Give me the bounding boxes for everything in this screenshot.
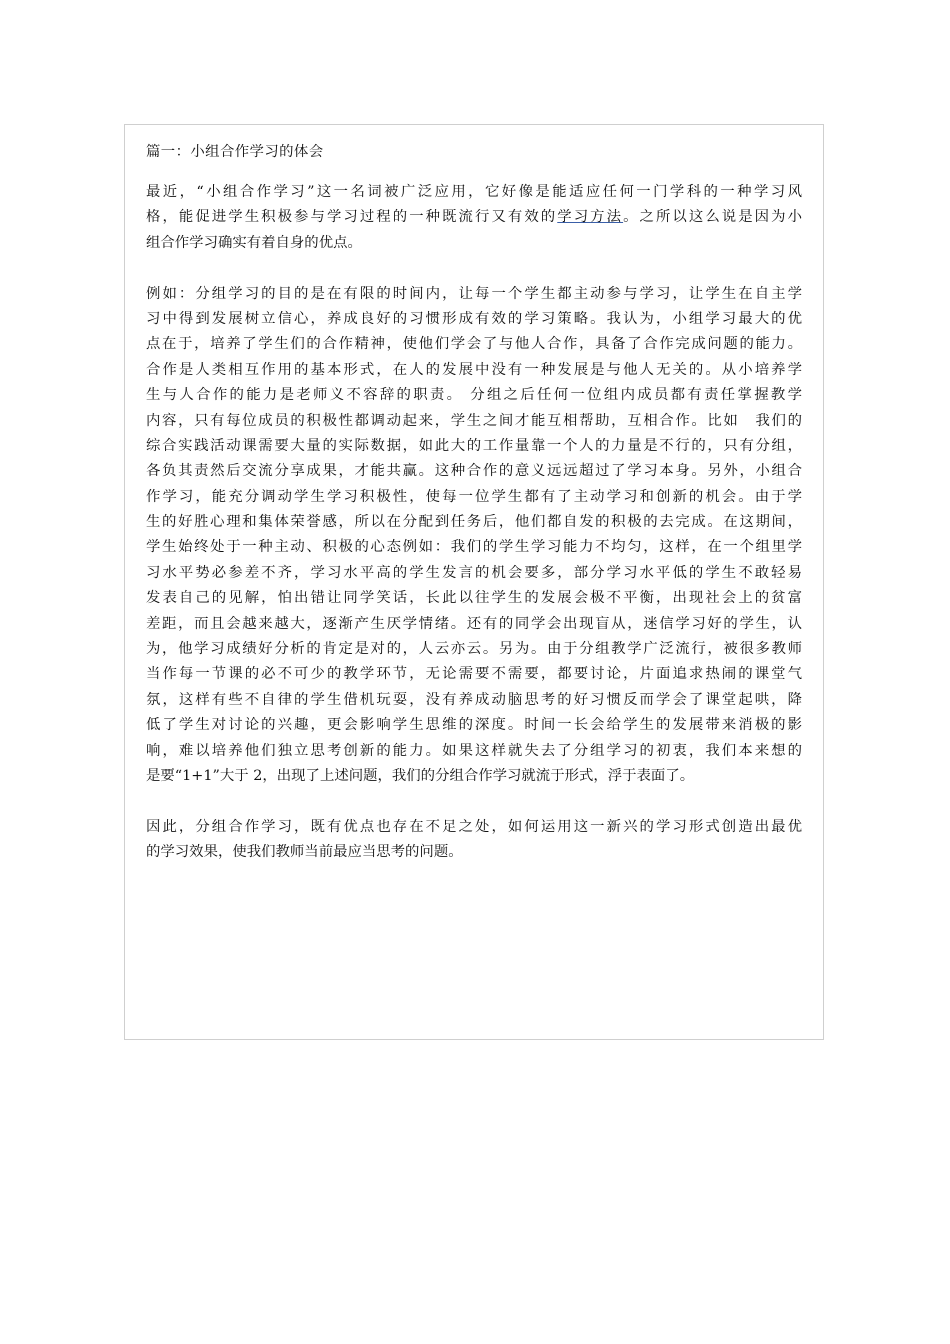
paragraph-line: 最近，“小组合作学习”这一名词被广泛应用，它好像是能适应任何一门学科的一种学习风 xyxy=(146,184,802,200)
paragraph-line: 生的好胜心理和集体荣誉感，所以在分配到任务后，他们都自发的积极的去完成。在这期间， xyxy=(146,514,802,531)
text-segment: 格，能促进学生积极参与学习过程的一种既流行又有效的 xyxy=(146,209,558,226)
paragraph-line: 的学习效果，使我们教师当前最应当思考的问题。 xyxy=(146,844,463,861)
paragraph-intro xyxy=(146,180,802,256)
paragraph-line: 响，难以培养他们独立思考创新的能力。如果这样就失去了分组学习的初衷，我们本来想的 xyxy=(146,742,802,759)
document-title: 篇一：小组合作学习的体会 xyxy=(146,144,324,160)
paragraph-body xyxy=(146,282,802,790)
paragraph-line: 是要“1+1”大于 2，出现了上述问题，我们的分组合作学习就流于形式，浮于表面了。 xyxy=(146,767,695,784)
paragraph-conclusion xyxy=(146,815,802,866)
document-frame xyxy=(124,124,824,1040)
paragraph-line: 学生始终处于一种主动、积极的心态例如：我们的学生学习能力不均匀，这样，在一个组里学 xyxy=(146,539,802,556)
paragraph-line: 因此，分组合作学习，既有优点也存在不足之处，如何运用这一新兴的学习形式创造出最优 xyxy=(146,818,802,835)
paragraph-line: 内容，只有每位成员的积极性都调动起来，学生之间才能互相帮助，互相合作。比如 我们的 xyxy=(146,412,802,429)
paragraph-line: 组合作学习确实有着自身的优点。 xyxy=(146,234,362,251)
paragraph-line: 氛，这样有些不自律的学生借机玩耍，没有养成动脑思考的好习惯反而学会了课堂起哄，降 xyxy=(146,691,802,708)
paragraph-line: 作学习，能充分调动学生学习积极性，使每一位学生都有了主动学习和创新的机会。由于学 xyxy=(146,488,802,505)
paragraph-line: 为，他学习成绩好分析的肯定是对的，人云亦云。另为。由于分组教学广泛流行，被很多教师 xyxy=(146,641,802,658)
paragraph-line: 习水平势必参差不齐，学习水平高的学生发言的机会要多，部分学习水平低的学生不敢轻易 xyxy=(146,564,802,581)
paragraph-line: 低了学生对讨论的兴趣，更会影响学生思维的深度。时间一长会给学生的发展带来消极的影 xyxy=(146,717,802,734)
paragraph-line: 差距，而且会越来越大，逐渐产生厌学情绪。还有的同学会出现盲从，迷信学习好的学生，认 xyxy=(146,615,802,632)
paragraph-line: 生与人合作的能力是老师义不容辞的职责。 分组之后任何一位组内成员都有责任掌握教学 xyxy=(146,387,802,404)
paragraph-line: 综合实践活动课需要大量的实际数据，如此大的工作量靠一个人的力量是不行的，只有分组， xyxy=(146,437,802,454)
paragraph-line: 点在于，培养了学生们的合作精神，使他们学会了与他人合作，具备了合作完成问题的能力。 xyxy=(146,336,802,353)
paragraph-line xyxy=(146,205,802,230)
paragraph-line: 各负其责然后交流分享成果，才能共赢。这种合作的意义远远超过了学习本身。另外，小组合 xyxy=(146,463,802,480)
paragraph-line: 合作是人类相互作用的基本形式，在人的发展中没有一种发展是与他人无关的。从小培养学 xyxy=(146,361,802,378)
paragraph-line: 发表自己的见解，怕出错让同学笑话，长此以往学生的发展会极不平衡，出现社会上的贫富 xyxy=(146,590,802,607)
paragraph-line: 例如：分组学习的目的是在有限的时间内，让每一个学生都主动参与学习，让学生在自主学 xyxy=(146,285,802,302)
study-method-link[interactable]: 学习方法 xyxy=(557,209,624,226)
paragraph-line: 当作每一节课的必不可少的教学环节，无论需要不需要，都要讨论，片面追求热闹的课堂气 xyxy=(146,666,802,683)
paragraph-line: 习中得到发展树立信心，养成良好的习惯形成有效的学习策略。我认为，小组学习最大的优 xyxy=(146,310,802,327)
text-segment: 。之所以这么说是因为小 xyxy=(623,209,802,226)
